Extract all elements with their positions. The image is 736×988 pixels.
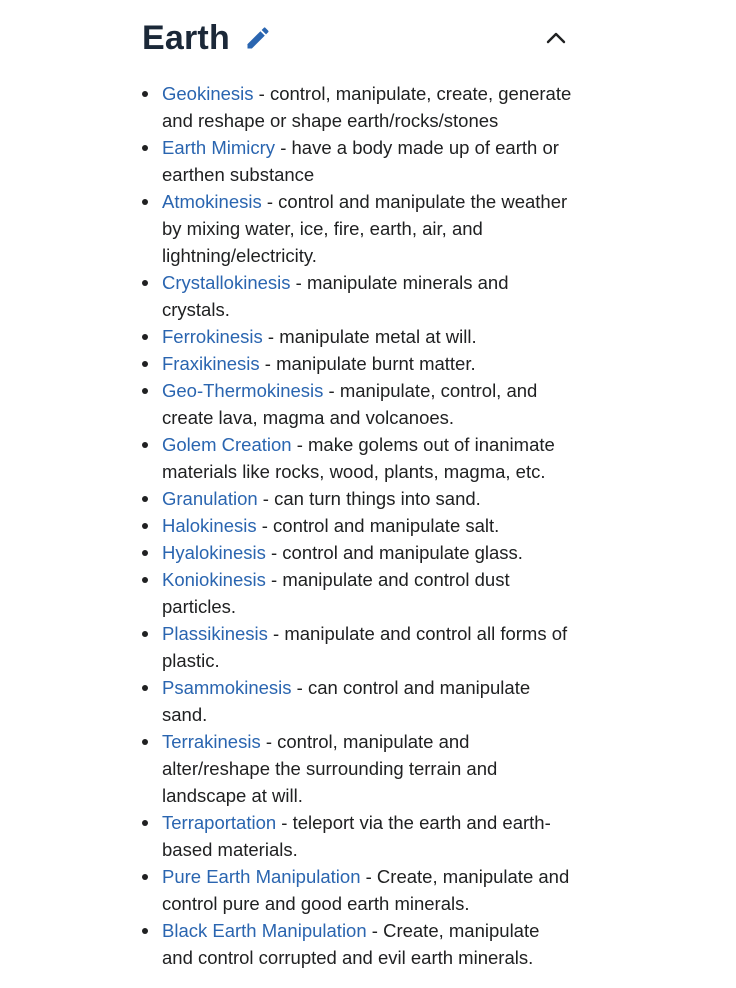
power-list-item (142, 917, 572, 971)
power-list-item (142, 431, 572, 485)
power-description: - control and manipulate glass. (265, 542, 523, 563)
power-list-item (142, 323, 572, 350)
power-description: - manipulate burnt matter. (259, 353, 476, 374)
power-list-item (142, 512, 572, 539)
power-list-item (142, 188, 572, 269)
power-link[interactable]: Psammokinesis (162, 677, 292, 698)
power-link[interactable]: Crystallokinesis (162, 272, 291, 293)
power-list-item (142, 539, 572, 566)
power-list-item (142, 269, 572, 323)
power-list-item (142, 485, 572, 512)
pencil-icon-svg (244, 24, 272, 52)
power-list-item (142, 566, 572, 620)
power-description: - manipulate metal at will. (262, 326, 477, 347)
power-list-item (142, 809, 572, 863)
power-list-item (142, 134, 572, 188)
power-link[interactable]: Halokinesis (162, 515, 257, 536)
power-description: - teleport via the earth and earth-based materials. (162, 812, 551, 860)
power-list-item (142, 620, 572, 674)
power-link[interactable]: Koniokinesis (162, 569, 266, 590)
power-link[interactable]: Ferrokinesis (162, 326, 263, 347)
power-description: - control and manipulate salt. (256, 515, 500, 536)
power-description: - control, manipulate, create, generate and reshape or shape earth/rocks/stones (162, 83, 572, 131)
power-link[interactable]: Hyalokinesis (162, 542, 266, 563)
power-description: - manipulate and control dust particles. (162, 569, 510, 617)
power-link[interactable]: Geokinesis (162, 83, 254, 104)
power-list-item (142, 80, 572, 134)
power-list-item (142, 863, 572, 917)
power-link[interactable]: Geo-Thermokinesis (162, 380, 324, 401)
power-link[interactable]: Plassikinesis (162, 623, 268, 644)
power-link[interactable]: Atmokinesis (162, 191, 262, 212)
power-description: - control and manipulate the weather by mixing water, ice, fire, earth, air, and lightning/electricity. (162, 191, 568, 266)
chevron-up-icon[interactable] (544, 26, 568, 50)
power-description: - manipulate minerals and crystals. (162, 272, 509, 320)
power-list-item (142, 350, 572, 377)
section-title: Earth (142, 19, 230, 57)
power-description: - can control and manipulate sand. (162, 677, 531, 725)
power-description: - manipulate and control all forms of plastic. (162, 623, 568, 671)
pencil-icon[interactable] (244, 24, 272, 52)
chevron-up-icon-svg (544, 26, 568, 50)
power-link[interactable]: Golem Creation (162, 434, 292, 455)
power-link[interactable]: Pure Earth Manipulation (162, 866, 361, 887)
power-list-item (142, 728, 572, 809)
power-link[interactable]: Terraportation (162, 812, 277, 833)
power-link[interactable]: Fraxikinesis (162, 353, 260, 374)
power-description: - can turn things into sand. (257, 488, 481, 509)
power-list-item (142, 674, 572, 728)
power-description: - control, manipulate and alter/reshape the surrounding terrain and landscape at will. (162, 731, 498, 806)
power-description: - have a body made up of earth or earthen substance (162, 137, 559, 185)
power-list (142, 80, 572, 971)
power-link[interactable]: Granulation (162, 488, 258, 509)
power-list-item (142, 377, 572, 431)
power-description: - manipulate, control, and create lava, magma and volcanoes. (162, 380, 538, 428)
power-description: - make golems out of inanimate materials like rocks, wood, plants, magma, etc. (162, 434, 555, 482)
power-link[interactable]: Black Earth Manipulation (162, 920, 367, 941)
section-header (142, 14, 572, 62)
power-description: - Create, manipulate and control pure and good earth minerals. (162, 866, 570, 914)
power-link[interactable]: Earth Mimicry (162, 137, 276, 158)
power-description: - Create, manipulate and control corrupted and evil earth minerals. (162, 920, 540, 968)
power-link[interactable]: Terrakinesis (162, 731, 261, 752)
